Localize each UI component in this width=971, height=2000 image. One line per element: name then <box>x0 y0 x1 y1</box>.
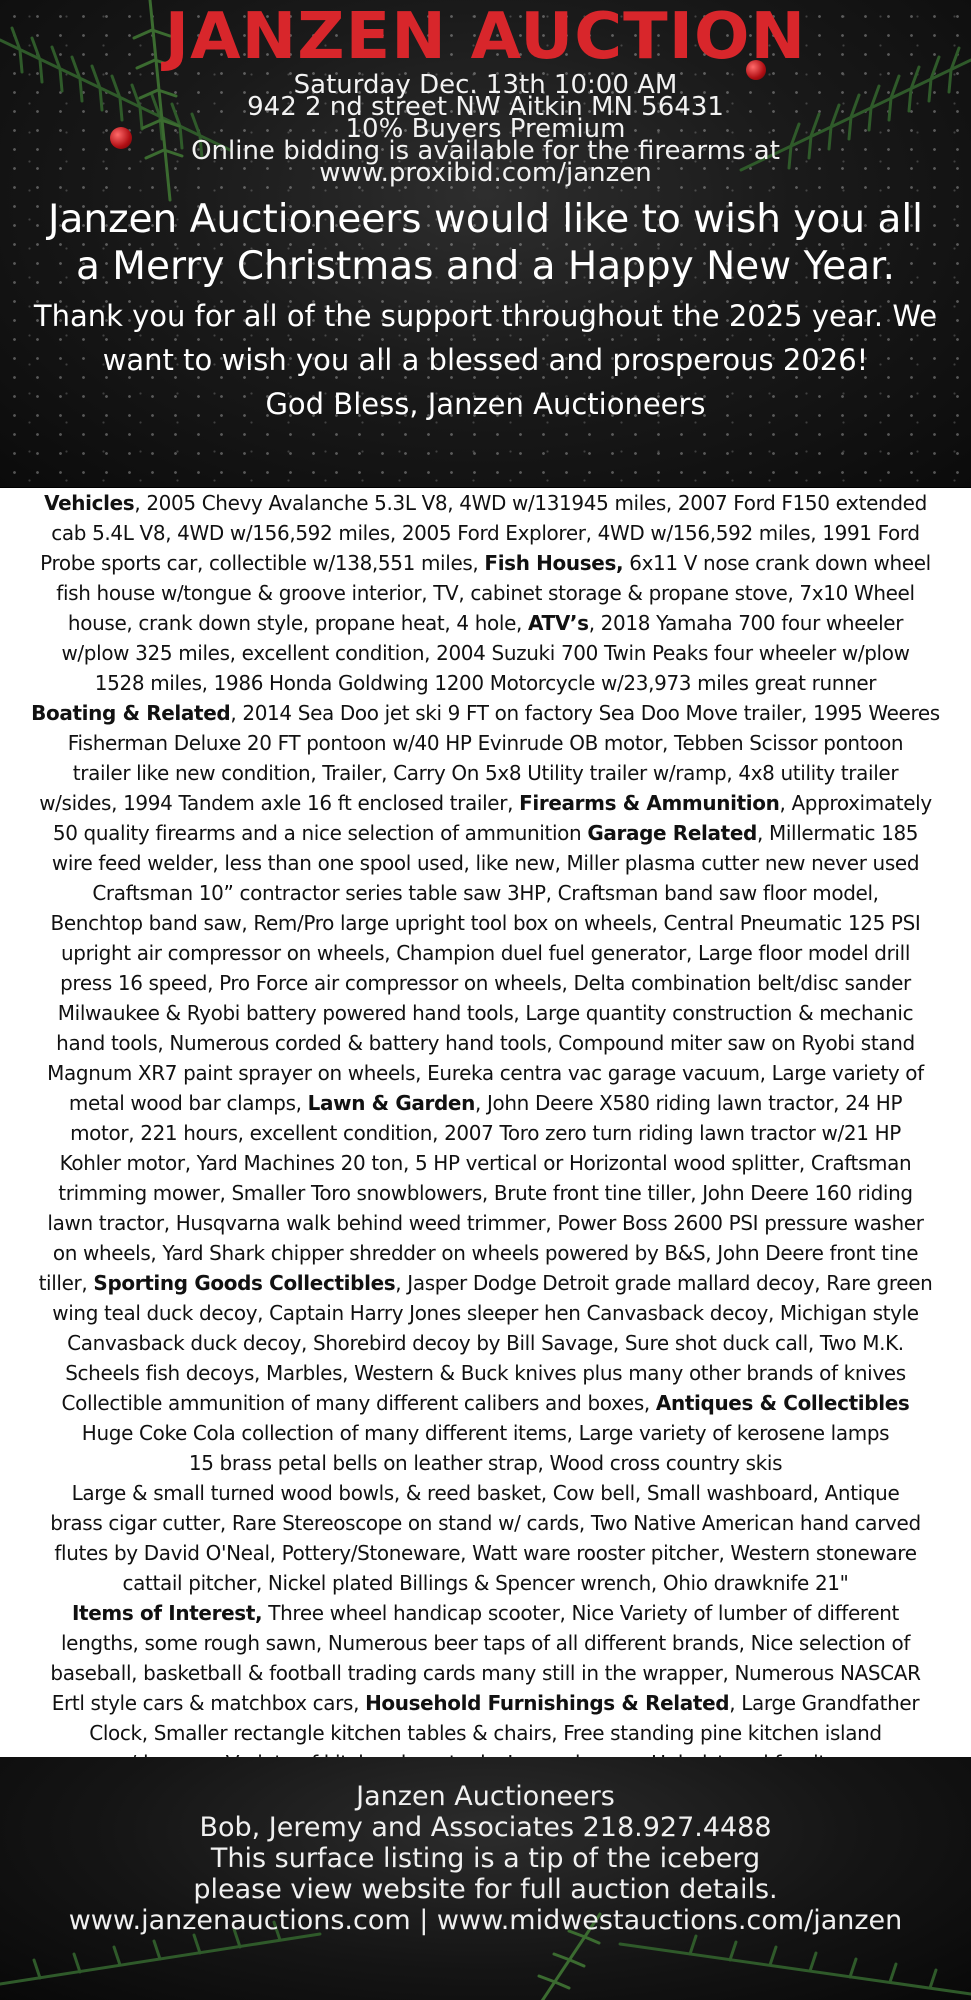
listing-line <box>3 728 968 758</box>
listing-line <box>3 758 968 788</box>
flyer-header <box>0 0 971 487</box>
listing-line <box>3 1418 968 1448</box>
holiday-greeting <box>0 196 971 290</box>
listing-line <box>3 1268 968 1298</box>
listing-line <box>3 1088 968 1118</box>
listing-line <box>3 1178 968 1208</box>
footer-website-links[interactable]: www.janzenauctions.com | www.midwestauctions.com/janzen <box>68 1905 903 1936</box>
listing-line <box>3 1028 968 1058</box>
listing-line <box>3 848 968 878</box>
listing-line <box>3 608 968 638</box>
listing-text: Ertl style cars & matchbox cars, <box>51 1691 366 1715</box>
listing-line <box>3 1508 968 1538</box>
listing-line <box>3 1328 968 1358</box>
listing-line <box>3 1598 968 1628</box>
greeting-line: Janzen Auctioneers would like to wish you all <box>47 197 924 242</box>
listing-line <box>3 1658 968 1688</box>
listing-text: Fisherman Deluxe 20 FT pontoon w/40 HP Evinrude OB motor, Tebben Scissor pontoon <box>67 731 904 755</box>
listing-line <box>3 788 968 818</box>
listing-text: motor, 221 hours, excellent condition, 2007 Toro zero turn riding lawn tractor w/21 HP <box>70 1121 901 1145</box>
greeting-line: a Merry Christmas and a Happy New Year. <box>76 244 895 289</box>
category-heading: Antiques & Collectibles <box>655 1391 910 1415</box>
buyers-premium: 10% Buyers Premium <box>345 114 626 144</box>
listing-text: , John Deere X580 riding lawn tractor, 24 HP <box>474 1091 903 1115</box>
listing-line <box>3 668 968 698</box>
listing-text: upright air compressor on wheels, Champion duel fuel generator, Large floor model drill <box>60 941 911 965</box>
listing-text: Scheels fish decoys, Marbles, Western & Buck knives plus many other brands of knives <box>65 1361 906 1385</box>
listing-text: , 2014 Sea Doo jet ski 9 FT on factory Sea Doo Move trailer, 1995 Weeres <box>230 701 940 725</box>
listing-text: , Jasper Dodge Detroit grade mallard decoy, Rare green <box>395 1271 933 1295</box>
listing-text: w/plow 325 miles, excellent condition, 2004 Suzuki 700 Twin Peaks four wheeler w/plow <box>61 641 910 665</box>
auction-address: 942 2 nd street NW Aitkin MN 56431 <box>247 92 724 122</box>
proxibid-link[interactable]: www.proxibid.com/janzen <box>319 158 652 188</box>
listing-text: , 2018 Yamaha 700 four wheeler <box>588 611 904 635</box>
auction-info <box>0 70 971 188</box>
listing-line <box>3 1208 968 1238</box>
listing-text: flutes by David O'Neal, Pottery/Stoneware, Watt ware rooster pitcher, Western stoneware <box>54 1541 917 1565</box>
listing-line <box>3 968 968 998</box>
thanks-line: Thank you for all of the support throughout the 2025 year. We <box>33 299 938 333</box>
listing-line <box>3 1448 968 1478</box>
footer-note: This surface listing is a tip of the iceberg <box>210 1843 761 1874</box>
listing-text: brass cigar cutter, Rare Stereoscope on stand w/ cards, Two Native American hand carved <box>50 1511 921 1535</box>
category-heading: ATV’s <box>528 611 589 635</box>
auction-title: JANZEN AUCTION <box>164 0 807 74</box>
listing-text: lengths, some rough sawn, Numerous beer taps of all different brands, Nice selection of <box>60 1631 911 1655</box>
listing-line <box>3 1718 968 1748</box>
listing-line <box>3 488 968 518</box>
listing-text: 15 brass petal bells on leather strap, Wood cross country skis <box>188 1451 783 1475</box>
listing-text: , Millermatic 185 <box>756 821 919 845</box>
category-heading: Boating & Related <box>31 701 231 725</box>
listing-text: Huge Coke Cola collection of many different items, Large variety of kerosene lamps <box>81 1421 890 1445</box>
listing-text: 50 quality firearms and a nice selection of ammunition <box>52 821 588 845</box>
listing-text: Large & small turned wood bowls, & reed basket, Cow bell, Small washboard, Antique <box>71 1481 900 1505</box>
listing-text: press 16 speed, Pro Force air compressor on wheels, Delta combination belt/disc sander <box>60 971 911 995</box>
listing-line <box>3 1238 968 1268</box>
category-heading: Fish Houses, <box>484 551 624 575</box>
listing-line <box>3 698 968 728</box>
listing-text: Collectible ammunition of many different calibers and boxes, <box>61 1391 656 1415</box>
listing-line <box>3 1568 968 1598</box>
signoff-line: God Bless, Janzen Auctioneers <box>265 387 706 421</box>
category-heading: Garage Related <box>587 821 757 845</box>
footer-note: please view website for full auction details. <box>193 1874 778 1905</box>
listing-line <box>3 548 968 578</box>
listing-text: w/sides, 1994 Tandem axle 16 ft enclosed trailer, <box>39 791 520 815</box>
listing-line <box>3 818 968 848</box>
category-heading: Firearms & Ammunition <box>519 791 780 815</box>
listing-text: , Approximately <box>779 791 932 815</box>
category-heading: Lawn & Garden <box>307 1091 475 1115</box>
listing-line <box>3 1538 968 1568</box>
listing-text: metal wood bar clamps, <box>68 1091 308 1115</box>
thanks-line: want to wish you all a blessed and prosperous 2026! <box>102 343 869 377</box>
listing-line <box>3 518 968 548</box>
listing-text: 6x11 V nose crank down wheel <box>623 551 931 575</box>
listing-line <box>3 1388 968 1418</box>
listing-text: Milwaukee & Ryobi battery powered hand tools, Large quantity construction & mechanic <box>57 1001 914 1025</box>
listing-text: Kohler motor, Yard Machines 20 ton, 5 HP vertical or Horizontal wood splitter, Craftsman <box>59 1151 912 1175</box>
listing-text: Probe sports car, collectible w/138,551 miles, <box>40 551 485 575</box>
listing-text: Craftsman 10” contractor series table saw 3HP, Craftsman band saw floor model, <box>92 881 879 905</box>
category-heading: Sporting Goods Collectibles <box>93 1271 396 1295</box>
listing-text: Magnum XR7 paint sprayer on wheels, Eureka centra vac garage vacuum, Large variety of <box>47 1061 924 1085</box>
footer-contact-phone: Bob, Jeremy and Associates 218.927.4488 <box>199 1812 772 1843</box>
listing-text: fish house w/tongue & groove interior, TV, cabinet storage & propane stove, 7x10 Wheel <box>56 581 915 605</box>
listing-line <box>3 1628 968 1658</box>
auction-date: Saturday Dec. 13th 10:00 AM <box>293 70 678 100</box>
listing-text: trimming mower, Smaller Toro snowblowers, Brute front tine tiller, John Deere 160 riding <box>58 1181 913 1205</box>
listing-text: wire feed welder, less than one spool used, like new, Miller plasma cutter new never used <box>51 851 920 875</box>
online-bidding-note: Online bidding is available for the firearms at <box>191 136 780 166</box>
listing-line <box>3 1478 968 1508</box>
auction-listing <box>0 487 971 1757</box>
category-heading: Items of Interest, <box>71 1601 263 1625</box>
listing-line <box>3 1688 968 1718</box>
listing-text: lawn tractor, Husqvarna walk behind weed trimmer, Power Boss 2600 PSI pressure washer <box>47 1211 924 1235</box>
listing-line <box>3 938 968 968</box>
listing-text: tiller, <box>38 1271 94 1295</box>
category-heading: Household Furnishings & Related <box>365 1691 730 1715</box>
listing-text: Benchtop band saw, Rem/Pro large upright tool box on wheels, Central Pneumatic 125 PSI <box>50 911 921 935</box>
listing-text: hand tools, Numerous corded & battery hand tools, Compound miter saw on Ryobi stand <box>56 1031 915 1055</box>
listing-text: cab 5.4L V8, 4WD w/156,592 miles, 2005 Ford Explorer, 4WD w/156,592 miles, 1991 Ford <box>51 521 920 545</box>
listing-text: trailer like new condition, Trailer, Carry On 5x8 Utility trailer w/ramp, 4x8 utility trailer <box>72 761 899 785</box>
category-heading: Vehicles <box>44 491 135 515</box>
footer-company: Janzen Auctioneers <box>356 1781 615 1812</box>
listing-line <box>3 908 968 938</box>
listing-text: house, crank down style, propane heat, 4 hole, <box>67 611 529 635</box>
listing-line <box>3 878 968 908</box>
listing-line <box>3 638 968 668</box>
listing-line <box>3 1358 968 1388</box>
listing-text: Canvasback duck decoy, Shorebird decoy by Bill Savage, Sure shot duck call, Two M.K. <box>67 1331 904 1355</box>
listing-text: baseball, basketball & football trading cards many still in the wrapper, Numerous NASCAR <box>50 1661 921 1685</box>
flyer-footer <box>0 1757 971 2000</box>
listing-text: , 2005 Chevy Avalanche 5.3L V8, 4WD w/131945 miles, 2007 Ford F150 extended <box>134 491 927 515</box>
thank-you-message <box>0 294 971 426</box>
listing-text: cattail pitcher, Nickel plated Billings & Spencer wrench, Ohio drawknife 21" <box>122 1571 849 1595</box>
listing-text: 1528 miles, 1986 Honda Goldwing 1200 Motorcycle w/23,973 miles great runner <box>94 671 877 695</box>
listing-text: , Large Grandfather <box>729 1691 920 1715</box>
listing-line <box>3 1148 968 1178</box>
listing-text: Three wheel handicap scooter, Nice Variety of lumber of different <box>262 1601 900 1625</box>
listing-line <box>3 1118 968 1148</box>
listing-text: wing teal duck decoy, Captain Harry Jones sleeper hen Canvasback decoy, Michigan style <box>52 1301 919 1325</box>
listing-text: Clock, Smaller rectangle kitchen tables & chairs, Free standing pine kitchen island <box>89 1721 882 1745</box>
listing-line <box>3 1058 968 1088</box>
listing-line <box>3 1298 968 1328</box>
listing-line <box>3 998 968 1028</box>
listing-text: on wheels, Yard Shark chipper shredder on wheels powered by B&S, John Deere front tine <box>52 1241 919 1265</box>
listing-line <box>3 578 968 608</box>
